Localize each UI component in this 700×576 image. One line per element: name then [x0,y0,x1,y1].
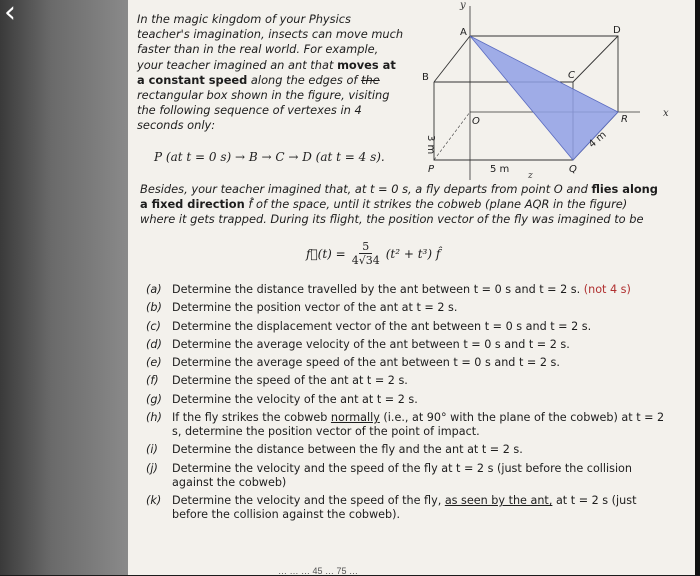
box-figure [398,0,698,180]
question-text [172,283,666,297]
equation-rhs: (t² + t³) f̂ [385,246,441,261]
label-A: A [460,27,467,38]
label-4m: 4 m [586,129,609,151]
back-chevron-icon[interactable]: ‹ [4,0,16,30]
label-Q: Q [569,164,577,175]
question-label: (c) [146,319,161,333]
label-5m: 5 m [490,164,510,175]
label-O: O [472,116,480,127]
question-label: (e) [146,356,162,370]
question-text: Determine the displacement vector of the ant between t = 0 s and t = 2 s. [172,319,592,333]
question-text: Determine the speed of the ant at t = 2 s. [172,374,408,388]
intro-text-3: rectangular box shown in the figure, visiting the following sequence of vertexes in 4 seconds only: [137,88,390,133]
fly-position-equation [306,240,440,267]
label-B: B [422,72,429,83]
question-label: (d) [146,337,162,351]
left-margin [0,0,128,575]
question-text: Determine the distance between the fly and the ant at t = 2 s. [172,443,523,457]
question-text: Determine the position vector of the ant at t = 2 s. [172,301,458,315]
box-edge-ba [434,36,470,82]
question-i [146,443,666,457]
question-label: (f) [146,374,159,388]
question-label: (h) [146,411,162,425]
question-label: (j) [146,461,158,475]
question-k-post: at t = 2 s (just before the collision against the cobweb). [172,493,637,521]
equation-fraction [350,240,382,267]
intro-bold: moves at a constant speed [137,57,396,87]
question-text: Determine the velocity and the speed of the fly at t = 2 s (just before the collision against the cobweb) [172,461,632,489]
question-a-note: (not 4 s) [583,283,631,296]
question-k-pre: Determine the velocity and the speed of the fly, [172,493,445,507]
label-C: C [568,70,575,81]
vertex-sequence: P (at t = 0 s) → B → C → D (at t = 4 s). [154,150,385,164]
fly-bold: flies along a fixed direction [140,182,658,212]
question-text: Determine the velocity of the ant at t = 2 s. [172,392,418,406]
question-label: (i) [146,443,158,457]
question-h-underlined: normally [330,411,380,425]
box-edge-po [434,112,470,160]
fly-text-2: f̂ of the space, until it strikes the cobweb (plane AQR in the figure) where it gets trapped. During its flight, the position vector of the fly was imagined to be [140,197,644,227]
intro-strike: the [361,72,380,87]
intro-paragraph [137,12,407,134]
question-label: (k) [146,493,162,507]
equation-numerator: 5 [359,240,372,254]
intro-text-2: along the edges of [247,72,362,87]
label-z: z [528,171,533,180]
label-y: y [460,0,466,11]
question-j [146,462,666,490]
question-h-pre: If the fly strikes the cobweb [172,411,331,425]
document-page [128,0,695,575]
label-P: P [428,164,435,175]
box-edge-cd [573,36,618,82]
question-text [172,494,666,522]
question-h-post: (i.e., at 90° with the plane of the cobweb) at t = 2 s, determine the position vector of the point of impact. [172,411,665,439]
question-g [146,393,666,407]
question-text: Determine the average velocity of the ant between t = 0 s and t = 2 s. [172,337,570,351]
question-label: (a) [146,283,162,296]
footer-scribble: … … … 45 … 75 … [278,566,359,576]
question-k [146,494,666,522]
equation-denominator: 4√34 [351,254,380,267]
question-k-underlined: as seen by the ant, [444,493,553,507]
right-edge [695,0,700,575]
intro-text-1: In the magic kingdom of your Physics teacher's imagination, insects can move much faster than in the real world. For example, your teacher imagined an ant that [137,12,404,72]
question-b [146,301,666,315]
fly-text-1: Besides, your teacher imagined that, at t = 0 s, a fly departs from point O and [140,182,592,196]
question-a-text: Determine the distance travelled by the ant between t = 0 s and t = 2 s. [172,283,581,296]
label-3m: 3 m [425,135,436,155]
question-d [146,338,666,352]
question-h [146,411,666,439]
question-a [146,283,666,297]
label-x: x [663,108,669,119]
fly-paragraph [140,182,660,228]
question-e [146,356,666,370]
label-D: D [613,25,621,36]
label-R: R [621,114,628,125]
question-label: (b) [146,301,162,315]
question-f [146,374,666,388]
question-list [146,283,666,526]
question-c [146,320,666,334]
question-text: Determine the average speed of the ant between t = 0 s and t = 2 s. [172,356,560,370]
equation-lhs: f⃗(t) = [306,246,346,261]
question-label: (g) [146,392,162,406]
question-text [172,411,666,439]
